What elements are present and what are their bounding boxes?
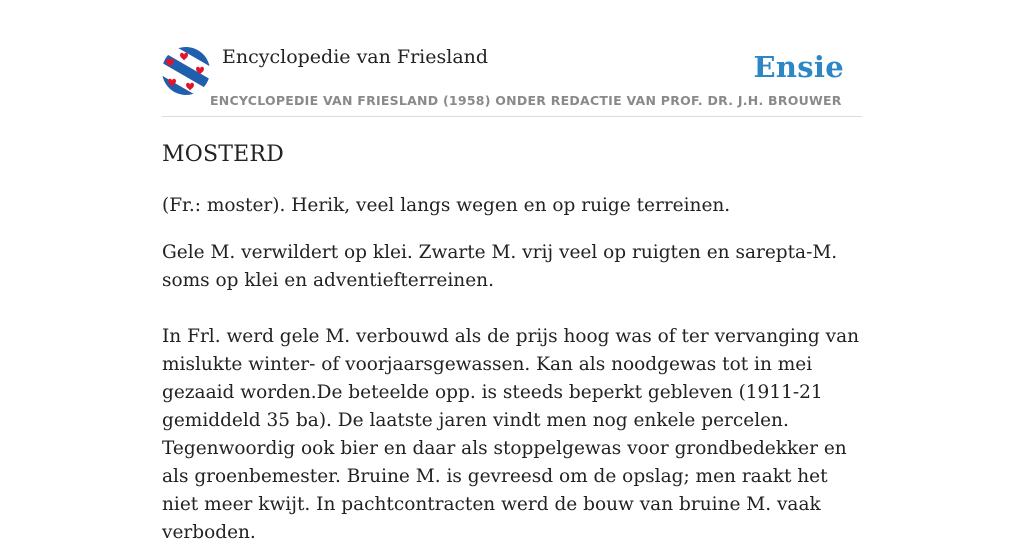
frisian-flag-logo-icon[interactable] (162, 47, 210, 95)
site-header (162, 44, 862, 117)
article-title: MOSTERD (162, 142, 284, 167)
ensie-brand-logo[interactable]: Ensie (753, 50, 844, 84)
article-paragraph: Gele M. verwildert op klei. Zwarte M. vrij veel op ruigten en sarepta-M. soms op klei en adventiefterreinen. (162, 242, 838, 291)
article (162, 138, 862, 547)
article-paragraph: (Fr.: moster). Herik, veel langs wegen en op ruige terreinen. (162, 195, 731, 216)
article-paragraph: In Frl. werd gele M. verbouwd als de prijs hoog was of ter vervanging van mislukte winter- of voorjaarsgewassen. Kan als noodgewas tot in mei gezaaid worden.De beteelde opp. is steeds beperkt gebleven (1911-21 gemiddeld 35 ba). De laatste jaren vindt men nog enkele percelen. Tegenwoordig ook bier en daar als stoppelgewas voor grondbedekker en als groenbemester. Bruine M. is gevreesd om de opslag; men raakt het niet meer kwijt. In pachtcontracten werd de bouw van bruine M. vaak verboden. (162, 326, 860, 543)
site-title[interactable]: Encyclopedie van Friesland (222, 46, 489, 68)
encyclopedia-subtitle: ENCYCLOPEDIE VAN FRIESLAND (1958) ONDER REDACTIE VAN PROF. DR. J.H. BROUWER (210, 93, 842, 108)
